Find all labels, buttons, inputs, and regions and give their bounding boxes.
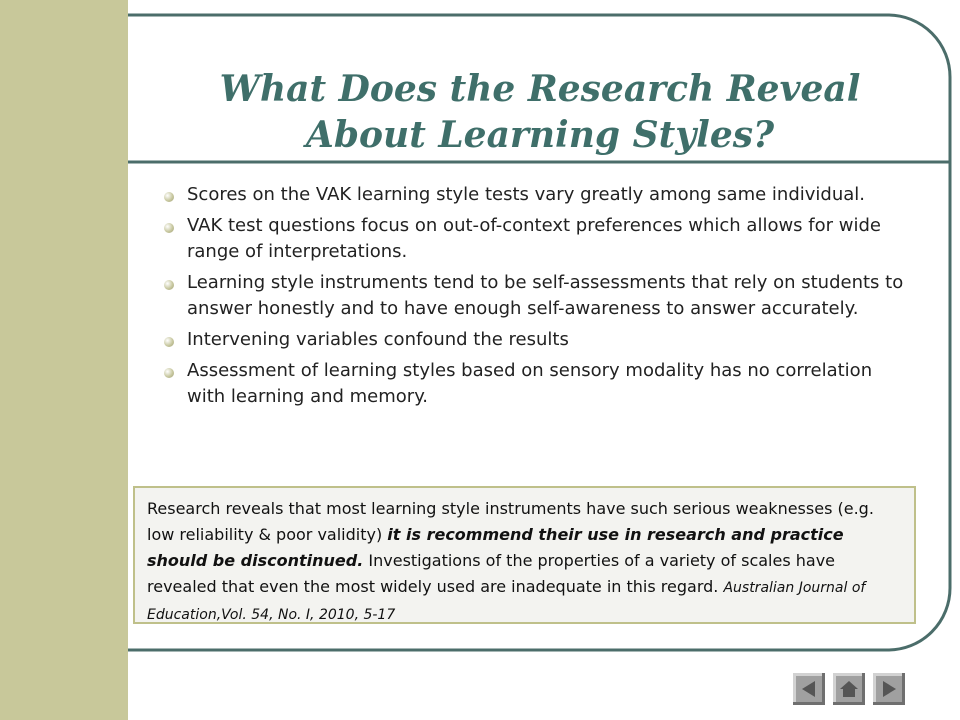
bullet-text: Intervening variables confound the results bbox=[187, 329, 569, 350]
previous-slide-button[interactable] bbox=[793, 673, 825, 705]
title-line-1: What Does the Research Reveal bbox=[219, 68, 861, 110]
note-citation: Australian Journal of Education,Vol. 54, No. I, 2010, 5-17 bbox=[147, 580, 866, 623]
bullet-item bbox=[160, 182, 905, 208]
bullet-dot-icon bbox=[164, 337, 174, 347]
bullet-item bbox=[160, 270, 905, 322]
note-text-before: Research reveals that most learning style instruments have such serious weaknesses (e.g. low reliability & poor validity) bbox=[147, 499, 874, 544]
bullet-item bbox=[160, 327, 905, 353]
bullet-text: Scores on the VAK learning style tests vary greatly among same individual. bbox=[187, 184, 865, 205]
bullet-list bbox=[160, 182, 905, 415]
house-icon bbox=[833, 673, 865, 705]
bullet-text: VAK test questions focus on out-of-context preferences which allows for wide range of interpretations. bbox=[187, 215, 881, 262]
bullet-dot-icon bbox=[164, 280, 174, 290]
slide-title bbox=[140, 66, 940, 158]
note-emphasis: it is recommend their use in research and practice should be discontinued. bbox=[147, 525, 844, 570]
next-slide-button[interactable] bbox=[873, 673, 905, 705]
bullet-dot-icon bbox=[164, 192, 174, 202]
bullet-dot-icon bbox=[164, 223, 174, 233]
bullet-item bbox=[160, 213, 905, 265]
research-note-box bbox=[133, 486, 916, 624]
note-text-after: Investigations of the properties of a variety of scales have revealed that even the most widely used are inadequate in this regard. bbox=[147, 551, 836, 596]
bullet-text: Assessment of learning styles based on sensory modality has no correlation with learning and memory. bbox=[187, 360, 873, 407]
triangle-right-icon bbox=[873, 673, 905, 705]
home-button[interactable] bbox=[833, 673, 865, 705]
bullet-item bbox=[160, 358, 905, 410]
bullet-text: Learning style instruments tend to be self-assessments that rely on students to answer honestly and to have enough self-awareness to answer accurately. bbox=[187, 272, 904, 319]
title-line-2: About Learning Styles? bbox=[305, 114, 775, 156]
bullet-dot-icon bbox=[164, 368, 174, 378]
triangle-left-icon bbox=[793, 673, 825, 705]
